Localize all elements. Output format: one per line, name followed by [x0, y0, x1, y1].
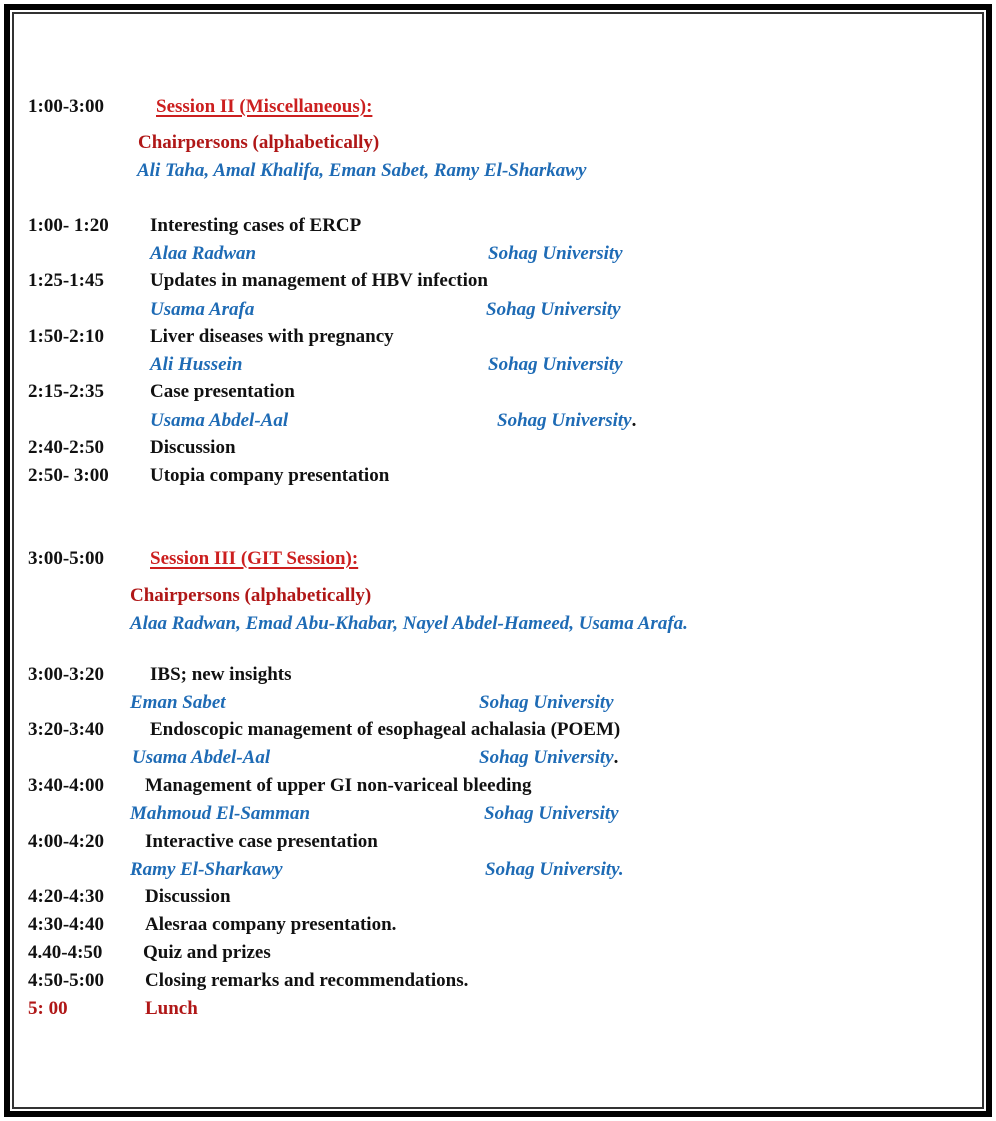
- item-title: Interactive case presentation: [145, 831, 378, 852]
- item-title: Closing remarks and recommendations.: [145, 970, 469, 991]
- item-title: Endoscopic management of esophageal achalasia (POEM): [150, 719, 621, 740]
- session-time: 3:00-5:00: [28, 548, 104, 569]
- item-time: 2:15-2:35: [28, 381, 104, 402]
- item-affiliation: Sohag University: [479, 747, 614, 768]
- item-affiliation: Sohag University: [479, 692, 614, 713]
- item-speaker: Usama Abdel-Aal: [150, 410, 289, 431]
- item-time: 4:50-5:00: [28, 970, 104, 991]
- item-title: Case presentation: [150, 381, 295, 402]
- item-title: Management of upper GI non-variceal bleeding: [145, 775, 532, 796]
- item-time: 2:50- 3:00: [28, 465, 109, 486]
- session-title: Session III (GIT Session):: [150, 548, 359, 569]
- item-time: 3:40-4:00: [28, 775, 104, 796]
- item-speaker: Ali Hussein: [150, 354, 243, 375]
- item-affiliation: Sohag University: [486, 299, 621, 320]
- item-speaker: Usama Arafa: [150, 299, 255, 320]
- affiliation-period: .: [631, 410, 637, 431]
- item-affiliation: Sohag University: [497, 410, 632, 431]
- item-title: Quiz and prizes: [143, 942, 271, 963]
- item-affiliation: Sohag University: [488, 354, 623, 375]
- item-title: Utopia company presentation: [150, 465, 390, 486]
- item-speaker: Usama Abdel-Aal: [132, 747, 271, 768]
- chairpersons-label: Chairpersons (alphabetically): [138, 132, 380, 153]
- item-affiliation-wrap: [479, 747, 618, 769]
- item-affiliation: Sohag University: [488, 243, 623, 264]
- item-speaker: Alaa Radwan: [150, 243, 257, 264]
- item-time: 3:00-3:20: [28, 664, 104, 685]
- item-time: 1:50-2:10: [28, 326, 104, 347]
- item-time: 1:00- 1:20: [28, 215, 109, 236]
- lunch-label: Lunch: [145, 998, 198, 1019]
- item-affiliation: Sohag University: [484, 803, 619, 824]
- item-speaker: Ramy El-Sharkawy: [130, 859, 283, 880]
- item-speaker: Eman Sabet: [130, 692, 226, 713]
- item-affiliation: Sohag University.: [485, 859, 624, 880]
- chairpersons-label: Chairpersons (alphabetically): [130, 585, 372, 606]
- item-affiliation-wrap: [497, 410, 636, 432]
- item-speaker: Mahmoud El-Samman: [130, 803, 311, 824]
- item-title: Interesting cases of ERCP: [150, 215, 362, 236]
- item-title: Discussion: [145, 886, 231, 907]
- item-time: 4:00-4:20: [28, 831, 104, 852]
- item-time: 4.40-4:50: [28, 942, 103, 963]
- chairpersons-names: Ali Taha, Amal Khalifa, Eman Sabet, Ramy El-Sharkawy: [137, 160, 587, 181]
- item-title: Liver diseases with pregnancy: [150, 326, 394, 347]
- item-title: Alesraa company presentation.: [145, 914, 397, 935]
- chairpersons-names: Alaa Radwan, Emad Abu-Khabar, Nayel Abdel-Hameed, Usama Arafa.: [130, 613, 688, 634]
- item-time: 4:20-4:30: [28, 886, 104, 907]
- session-title: Session II (Miscellaneous):: [156, 96, 373, 117]
- item-title: Discussion: [150, 437, 236, 458]
- lunch-time: 5: 00: [28, 998, 68, 1019]
- affiliation-period: .: [613, 747, 619, 768]
- item-time: 3:20-3:40: [28, 719, 104, 740]
- item-time: 1:25-1:45: [28, 270, 104, 291]
- item-title: IBS; new insights: [150, 664, 292, 685]
- session-time: 1:00-3:00: [28, 96, 104, 117]
- item-time: 2:40-2:50: [28, 437, 104, 458]
- item-title: Updates in management of HBV infection: [150, 270, 488, 291]
- item-time: 4:30-4:40: [28, 914, 104, 935]
